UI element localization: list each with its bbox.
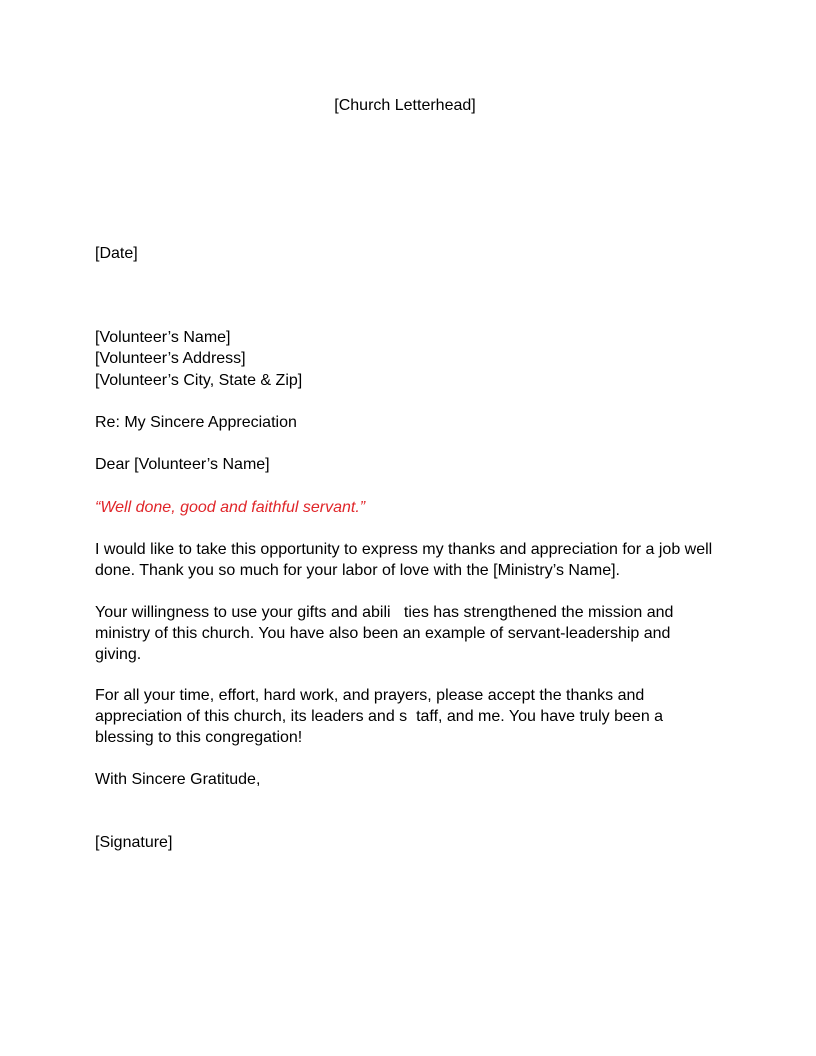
recipient-address: [Volunteer’s Address] [95, 350, 246, 367]
paragraph-2-line-2: ministry of this church. You have also been an example of servant-leadership and [95, 625, 671, 642]
salutation: Dear [Volunteer’s Name] [95, 456, 270, 473]
paragraph-3-line-1: For all your time, effort, hard work, and prayers, please accept the thanks and [95, 687, 645, 704]
paragraph-2-line-1: Your willingness to use your gifts and abili ties has strengthened the mission and [95, 604, 674, 621]
closing: With Sincere Gratitude, [95, 771, 261, 788]
recipient-city-state-zip: [Volunteer’s City, State & Zip] [95, 372, 303, 389]
paragraph-1-line-2: done. Thank you so much for your labor of love with the [Ministry’s Name]. [95, 562, 620, 579]
letter-date: [Date] [95, 245, 138, 262]
church-letterhead: [Church Letterhead] [334, 97, 476, 114]
subject-line: Re: My Sincere Appreciation [95, 414, 297, 431]
paragraph-3-line-3: blessing to this congregation! [95, 729, 303, 746]
paragraph-1-line-1: I would like to take this opportunity to express my thanks and appreciation for a job well [95, 541, 713, 558]
recipient-name: [Volunteer’s Name] [95, 329, 231, 346]
scripture-quote: “Well done, good and faithful servant.” [95, 499, 366, 516]
signature: [Signature] [95, 834, 173, 851]
paragraph-2-line-3: giving. [95, 646, 142, 663]
paragraph-3-line-2: appreciation of this church, its leaders and s taff, and me. You have truly been a [95, 708, 664, 725]
